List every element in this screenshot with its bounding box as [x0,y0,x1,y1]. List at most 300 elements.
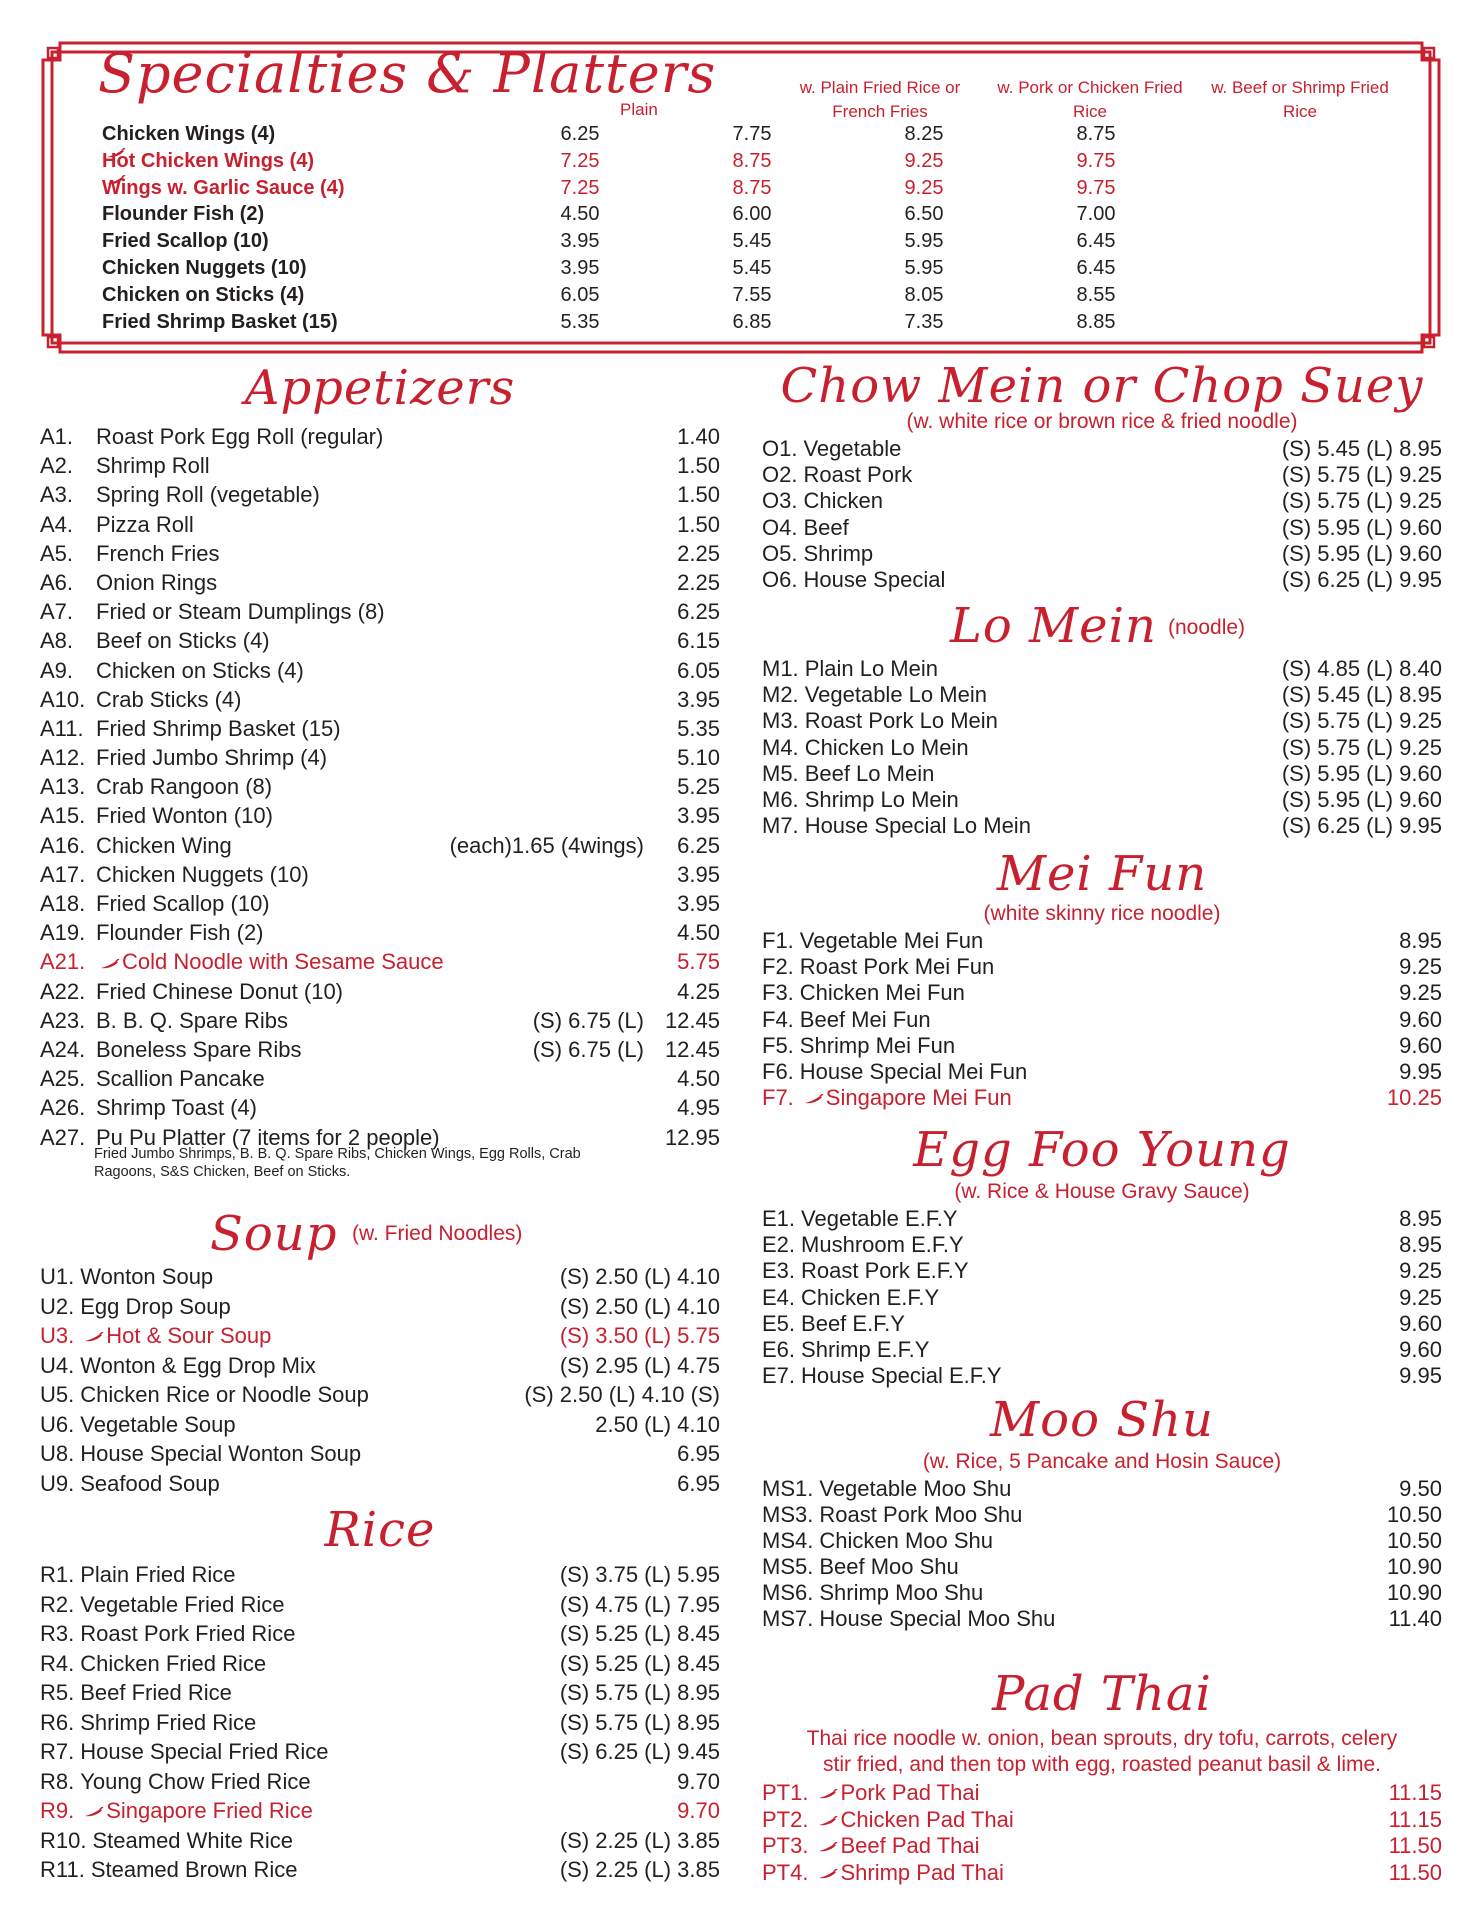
menu-item [762,1033,1442,1059]
item-code: F6. [762,1058,794,1084]
menu-item [762,761,1442,787]
item-code: PT1. [762,1780,809,1805]
item-name [96,772,272,801]
menu-item [40,1767,720,1797]
item-name [819,1528,993,1554]
item-name-text: Shrimp [803,540,874,566]
item-name-text: Chicken Pad Thai [840,1806,1014,1832]
item-name-text: Vegetable Soup [80,1411,236,1437]
specialty-price: 8.55 [1076,283,1116,306]
menu-item [40,510,720,539]
specialty-name-text: Chicken Nuggets (10) [102,256,307,279]
specialty-row [102,255,1422,282]
item-name-text: Vegetable [803,436,902,461]
item-name [801,1258,969,1284]
item-name-text: Chicken Moo Shu [819,1528,994,1553]
item-price: (S) 2.50 (L) 4.10 [559,1264,720,1289]
item-code: A10. [40,686,86,712]
item-price: 11.15 [1388,1780,1442,1805]
item-code: O1. [762,436,798,461]
item-price: 5.35 [677,715,720,741]
specialty-price: 7.35 [904,310,944,333]
specialty-row [102,309,1422,336]
item-name [80,1439,361,1469]
item-code: O6. [762,566,798,592]
item-price: 11.50 [1388,1833,1442,1858]
menu-item [762,682,1442,708]
item-name [80,1619,295,1649]
item-name-text: Boneless Spare Ribs [96,1036,302,1062]
item-code: A13. [40,774,86,800]
item-name-text: Vegetable Moo Shu [819,1476,1012,1501]
menu-item [762,1606,1442,1632]
item-name [96,656,304,685]
menu-item [762,1206,1442,1232]
item-price: 6.25 [677,599,720,625]
item-price: 3.95 [677,861,720,887]
item-price: 12.45 [664,1007,720,1033]
item-name [800,1085,1012,1111]
item-price: 8.95 [1399,928,1442,953]
item-code: A27. [40,1124,86,1150]
item-code: O3. [762,488,798,514]
item-name-text: Beef [803,514,849,540]
item-code: A21. [40,949,86,975]
egg-foo-young-list [762,1206,1442,1389]
item-price: 9.70 [677,1798,720,1823]
item-name [96,1064,265,1093]
item-price: (S) 2.25 (L) 3.85 [559,1827,720,1853]
menu-item [40,743,720,772]
menu-item [40,1708,720,1738]
item-name-text: Vegetable Fried Rice [80,1591,285,1617]
item-code: E7. [762,1363,796,1389]
item-price: 9.70 [677,1768,720,1794]
menu-item [762,1502,1442,1528]
item-name [80,1469,219,1499]
item-name-text: Beef Fried Rice [80,1680,232,1705]
menu-item [762,462,1442,488]
menu-item [762,708,1442,734]
menu-item [40,626,720,655]
menu-item [40,801,720,830]
menu-item [762,1007,1442,1033]
item-name [80,1292,230,1322]
item-name-text: Roast Pork [803,462,913,488]
item-name [800,954,994,980]
item-name-text: Mushroom E.F.Y [801,1232,964,1258]
menu-item [762,1059,1442,1085]
item-price: 11.50 [1388,1859,1442,1885]
item-name-text: Egg Drop Soup [80,1293,231,1319]
item-name [80,1678,232,1708]
item-name [80,1737,328,1767]
item-price: 10.90 [1386,1554,1442,1579]
menu-item [762,656,1442,682]
menu-item [762,1337,1442,1363]
item-name [801,1311,905,1337]
item-name-text: House Special [803,566,946,592]
item-code: R8. [40,1768,75,1794]
item-price: 9.60 [1399,1006,1442,1032]
menu-item [762,813,1442,839]
pad-thai-list [762,1780,1442,1886]
item-code: A15. [40,803,86,829]
item-code: F5. [762,1032,794,1058]
header-pork-chicken-fried-rice: w. Pork or Chicken Fried Rice [997,78,1183,121]
specialty-name-text: Chicken Wings (4) [102,123,276,145]
item-name-text: Beef Moo Shu [819,1554,959,1579]
item-name-text: Beef Mei Fun [799,1006,931,1032]
item-name [80,1262,213,1292]
item-price: 9.60 [1399,1032,1442,1058]
item-name-text: Plain Fried Rice [80,1562,236,1587]
item-price: (S) 5.95 (L) 9.60 [1281,760,1442,786]
item-name [819,1554,958,1580]
specialty-name [102,201,264,228]
specialty-price: 8.75 [732,149,772,172]
item-price: (S) 5.25 (L) 8.45 [559,1621,720,1646]
specialty-price: 4.50 [560,203,600,226]
specialty-price: 8.85 [1076,310,1116,333]
item-name [80,1649,266,1679]
menu-item [762,1580,1442,1606]
item-name-text: Crab Rangoon (8) [96,774,273,800]
item-code: A24. [40,1036,86,1062]
moo-shu-title: Moo Shu [990,1392,1214,1448]
item-name [96,918,264,947]
item-name-text: Fried Wonton (10) [96,803,273,829]
menu-item [762,787,1442,813]
item-price: (S) 6.25 (L) 9.45 [559,1739,720,1764]
menu-item [40,1439,720,1469]
menu-item [762,735,1442,761]
item-name-text: House Special Moo Shu [819,1606,1056,1631]
item-name [800,1059,1027,1085]
item-name-text: House Special Mei Fun [799,1058,1028,1084]
lo-mein-list [762,656,1442,839]
specialty-row [102,175,1422,202]
item-name-text: Chicken [803,488,883,514]
item-name-text: Wonton Soup [80,1264,214,1289]
item-price: 6.95 [677,1441,720,1466]
specialty-price: 6.85 [732,310,772,333]
specialty-price: 7.55 [732,283,772,306]
item-name-text: Pizza Roll [96,511,194,537]
menu-item [40,422,720,451]
specialty-price: 6.45 [1076,230,1116,253]
moo-shu-subtitle: (w. Rice, 5 Pancake and Hosin Sauce) [922,1450,1282,1473]
chili-pepper-icon [818,1816,838,1826]
item-name [96,1006,288,1035]
specialty-name-text: Hot Chicken Wings (4) [102,149,315,172]
item-code: A25. [40,1066,86,1092]
item-name-text: Beef E.F.Y [801,1310,905,1336]
item-name-text: Seafood Soup [80,1470,220,1496]
item-code: A9. [40,657,74,683]
item-name [92,1826,293,1856]
item-code: U4. [40,1352,75,1378]
item-price: 10.25 [1386,1085,1442,1111]
item-price: 6.05 [677,657,720,683]
item-code: A16. [40,832,86,858]
chili-pepper-icon [84,1807,104,1817]
item-name-text: Chicken Fried Rice [80,1650,267,1676]
menu-item [40,1560,720,1590]
specialty-row [102,121,1422,148]
specialty-price: 9.25 [904,176,944,199]
item-code: M3. [762,708,799,734]
item-price: 9.60 [1399,1310,1442,1336]
mei-fun-subtitle: (white skinny rice noodle) [983,902,1221,925]
item-code: U3. [40,1323,75,1348]
item-code: U9. [40,1470,75,1496]
specialty-name [102,228,269,255]
menu-item [762,1363,1442,1389]
item-code: E2. [762,1232,796,1258]
item-name [96,597,385,626]
specialty-row [102,228,1422,255]
mei-fun-title: Mei Fun [996,846,1208,902]
soup-title: Soup [210,1206,338,1262]
item-price: 9.25 [1399,954,1442,980]
item-code: A3. [40,482,74,508]
item-name [801,1337,929,1363]
menu-item [762,541,1442,567]
menu-item [762,515,1442,541]
item-name-text: House Special Lo Mein [804,813,1031,839]
menu-item [40,480,720,509]
item-name-text: Onion Rings [96,569,218,595]
menu-item [762,1311,1442,1337]
chili-pepper-icon [106,175,126,185]
item-name [819,1606,1055,1632]
item-price: (S) 2.95 (L) 4.75 [559,1352,720,1378]
item-price: 2.25 [677,540,720,566]
menu-item [40,1826,720,1856]
specialty-price: 6.05 [560,283,600,306]
item-price: 10.50 [1386,1502,1442,1527]
chow-mein-title: Chow Mein or Chop Suey [780,358,1424,414]
specialty-price: 6.50 [904,203,944,226]
item-name [800,928,983,954]
item-price: (S) 5.75 (L) 9.25 [1281,734,1442,760]
item-name [803,462,912,488]
menu-item [40,1469,720,1499]
menu-item [762,1258,1442,1284]
menu-item [762,1554,1442,1580]
specialty-row [102,148,1422,175]
pad-thai-description: Thai rice noodle w. onion, bean sprouts, dry tofu, carrots, celery stir fried, and then top with egg, roasted peanut basil & lime. [806,1727,1398,1776]
item-name-text: Vegetable Lo Mein [804,682,987,708]
specialty-price: 7.25 [560,176,600,199]
item-code: F7. [762,1085,794,1111]
item-size-prices: (S) 6.75 (L) [532,1007,644,1033]
item-price: (S) 2.50 (L) 4.10 [559,1293,720,1319]
specialty-row [102,201,1422,228]
item-name-text: Shrimp Roll [96,453,210,479]
item-price: 6.15 [677,628,720,654]
chili-pepper-icon [100,959,120,969]
item-name [91,1855,298,1885]
item-name [96,743,327,772]
menu-item [40,1064,720,1093]
item-name-text: Shrimp Pad Thai [840,1859,1004,1885]
item-code: U1. [40,1264,75,1289]
item-price: (S) 5.75 (L) 9.25 [1281,488,1442,514]
item-code: O5. [762,540,798,566]
item-name [801,1285,939,1311]
item-code: E4. [762,1284,796,1310]
item-name-text: Shrimp Toast (4) [96,1095,257,1121]
item-name [96,801,273,830]
menu-item [40,1093,720,1122]
specialty-name [102,309,338,336]
menu-item [40,889,720,918]
soup-list [40,1262,720,1498]
item-name [80,1410,235,1440]
item-price: 8.95 [1399,1232,1442,1258]
item-name [819,1502,1022,1528]
menu-item [40,1035,720,1064]
item-name [814,1860,1003,1887]
item-code: R7. [40,1739,75,1764]
item-name [96,480,320,509]
item-name-text: Steamed White Rice [92,1827,294,1853]
item-name-text: Roast Pork Egg Roll (regular) [96,424,384,449]
item-name [96,510,194,539]
item-code: R5. [40,1680,75,1705]
item-name-text: Wonton & Egg Drop Mix [80,1352,316,1378]
egg-foo-young-subtitle: (w. Rice & House Gravy Sauce) [954,1180,1250,1203]
item-name [805,813,1031,839]
item-name [96,1035,301,1064]
item-code: MS7. [762,1606,814,1631]
chili-pepper-icon [818,1842,838,1852]
specialties-list [102,121,1422,335]
item-name [96,860,309,889]
item-name [805,735,969,761]
item-code: M6. [762,786,799,812]
item-price: (S) 5.95 (L) 9.60 [1281,514,1442,540]
item-price: 4.50 [677,920,720,946]
specialty-price: 6.25 [560,123,600,145]
item-name [80,1590,284,1620]
item-name [80,1351,316,1381]
item-name-text: Spring Roll (vegetable) [96,482,320,508]
specialty-price: 8.75 [1076,123,1116,145]
specialty-name [102,121,275,148]
item-name-text: Steamed Brown Rice [90,1857,298,1882]
item-code: A17. [40,861,86,887]
item-name [805,656,938,682]
item-name-text: Chicken Wing [96,832,232,858]
specialty-name [102,148,314,175]
item-price: 6.25 [677,832,720,858]
item-name-text: Hot & Sour Soup [106,1323,272,1348]
item-size-prices: (each)1.65 (4wings) [449,832,644,858]
item-name [96,947,444,976]
item-price: (S) 5.75 (L) 9.25 [1281,708,1442,734]
item-code: A4. [40,511,74,537]
item-code: R11. [40,1857,85,1882]
item-code: E3. [762,1258,796,1284]
item-price: 3.95 [677,686,720,712]
item-name-text: Fried Chinese Donut (10) [96,978,344,1004]
specialty-price: 6.00 [732,203,772,226]
item-name [814,1780,979,1807]
menu-item [40,1292,720,1322]
item-code: O2. [762,462,798,488]
item-code: MS5. [762,1554,814,1579]
item-code: PT4. [762,1859,809,1885]
item-name-text: Roast Pork Mei Fun [799,954,995,980]
lo-mein-title: Lo Mein [950,598,1157,654]
menu-item [40,1649,720,1679]
mei-fun-list [762,928,1442,1111]
item-code: R6. [40,1709,75,1735]
item-name [96,1093,257,1122]
item-price: (S) 3.50 (L) 5.75 [559,1323,720,1348]
item-code: A12. [40,745,86,771]
item-code: U2. [40,1293,75,1319]
item-price: 12.95 [664,1124,720,1150]
header-plain: Plain [620,100,658,119]
item-name-text: Shrimp Mei Fun [799,1032,956,1058]
menu-item [40,1262,720,1292]
item-price: (S) 5.95 (L) 9.60 [1281,540,1442,566]
item-code: M5. [762,760,799,786]
specialty-price: 9.75 [1076,176,1116,199]
menu-item [40,860,720,889]
item-price: 4.95 [677,1095,720,1121]
menu-item [762,1476,1442,1502]
item-code: R9. [40,1798,75,1823]
item-code: MS4. [762,1528,814,1553]
item-name [96,714,341,743]
specialty-price: 5.45 [732,230,772,253]
item-name [801,1363,1002,1389]
item-name [814,1833,979,1860]
item-name [805,708,998,734]
item-code: A5. [40,540,74,566]
item-price: (S) 5.75 (L) 8.95 [559,1709,720,1735]
item-price: (S) 5.25 (L) 8.45 [559,1650,720,1676]
item-name-text: House Special Wonton Soup [80,1441,362,1466]
item-name-text: Vegetable E.F.Y [801,1206,958,1231]
item-code: A6. [40,569,74,595]
item-name [819,1580,983,1606]
item-name-text: Singapore Fried Rice [106,1798,313,1823]
item-name [805,682,987,708]
item-price: 9.95 [1399,1363,1442,1389]
item-name-text: Roast Pork Fried Rice [80,1621,296,1646]
item-price: (S) 6.25 (L) 9.95 [1281,813,1442,839]
item-name [96,568,217,597]
item-name [96,977,343,1006]
specialty-price: 8.25 [904,123,944,145]
item-price: 12.45 [664,1036,720,1062]
specialty-price: 5.95 [904,256,944,279]
item-name [800,980,965,1006]
item-name-text: Crab Sticks (4) [96,686,242,712]
menu-item [762,567,1442,593]
item-price: (S) 2.50 (L) 4.10 (S) [524,1382,720,1407]
specialty-price: 5.45 [732,256,772,279]
item-name [80,1380,369,1410]
item-code: E5. [762,1310,796,1336]
menu-item [40,831,720,860]
